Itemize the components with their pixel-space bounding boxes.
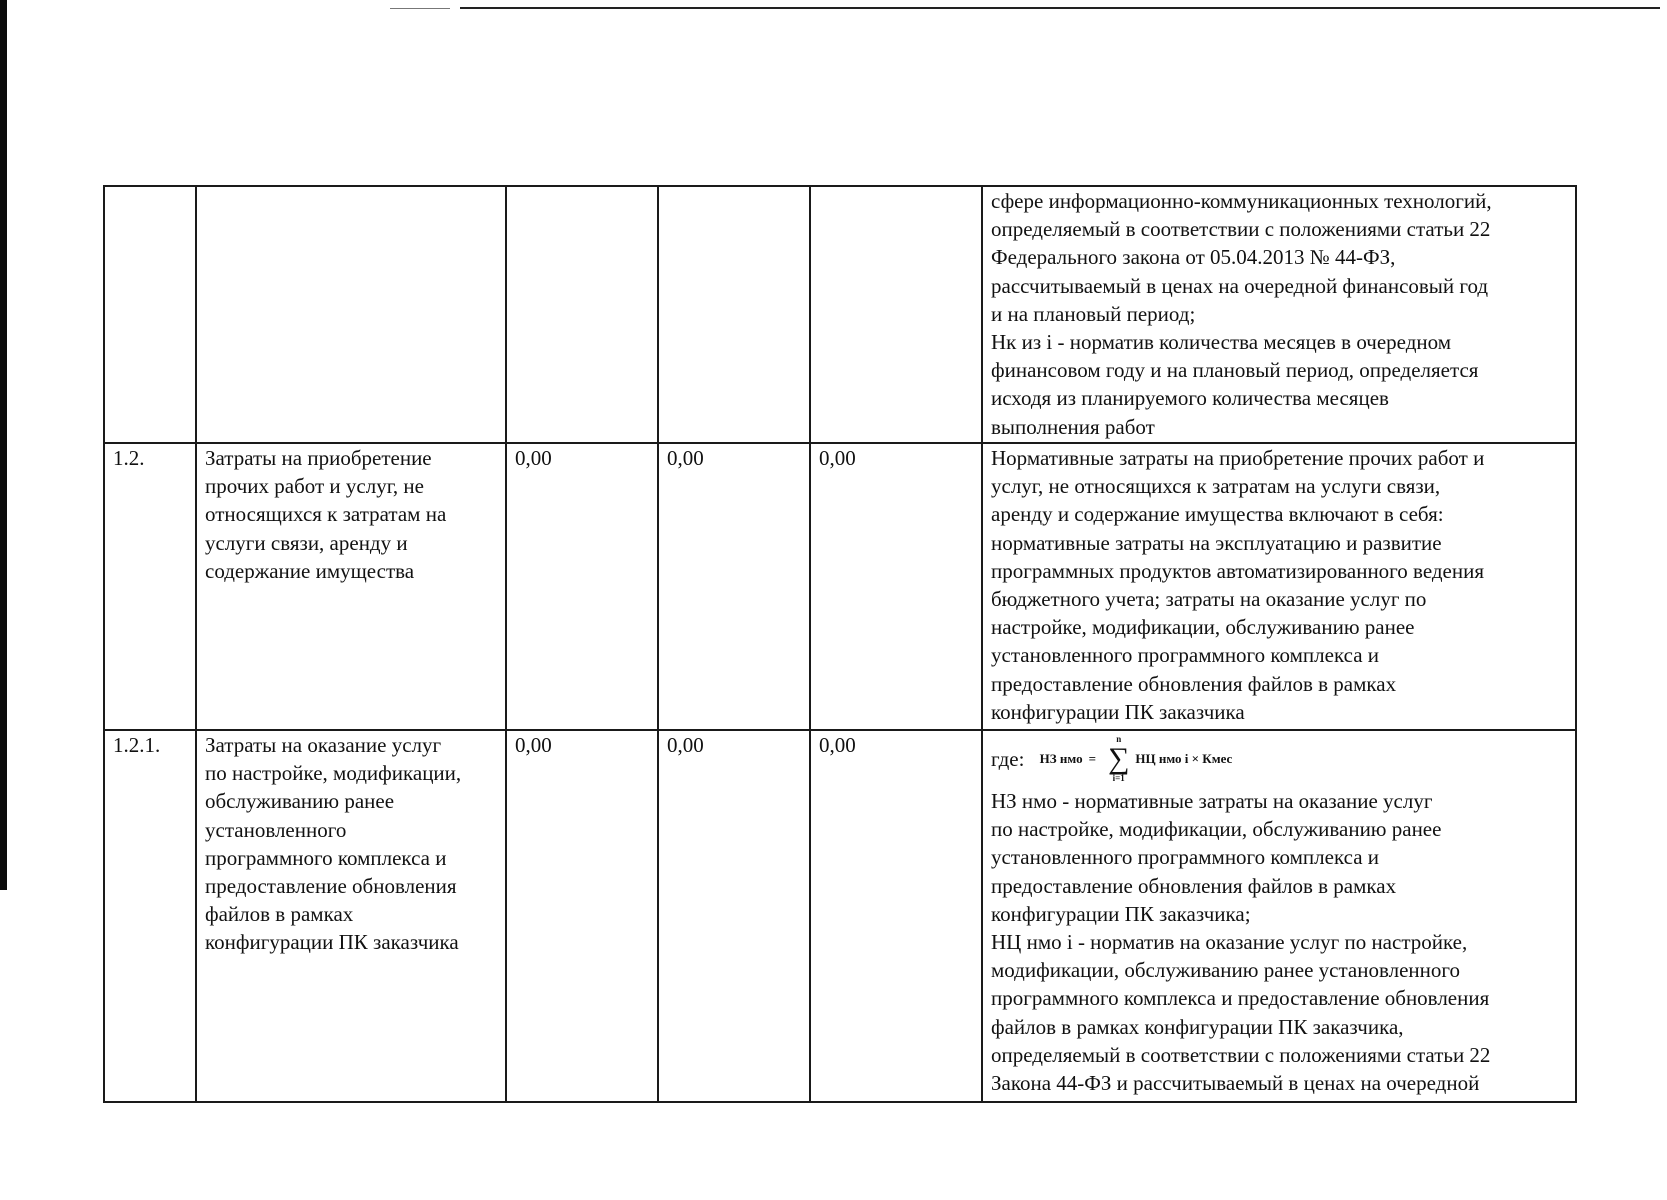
cell-number — [104, 186, 196, 443]
desc-line: модификации, обслуживанию ранее установленного — [991, 958, 1460, 983]
cell-description — [982, 443, 1576, 730]
name-line: услуги связи, аренду и — [205, 530, 408, 555]
cell-value-3 — [810, 186, 982, 443]
desc-line: и на плановый период; — [991, 301, 1196, 326]
desc-line: определяемый в соответствии с положениями статьи 22 — [991, 217, 1491, 242]
name-line: установленного — [205, 817, 347, 842]
table-row-1-2 — [104, 443, 1576, 730]
cell-number: 1.2.1. — [104, 730, 196, 1102]
table-row-1-2-1 — [104, 730, 1576, 1102]
desc-line: файлов в рамках конфигурации ПК заказчика, — [991, 1014, 1404, 1039]
scan-top-line — [460, 7, 1660, 9]
desc-line: Нормативные затраты на приобретение прочих работ и — [991, 446, 1485, 470]
desc-line: конфигурации ПК заказчика — [991, 699, 1245, 724]
cell-value-1 — [506, 186, 658, 443]
formula-line — [991, 731, 1567, 787]
desc-line: бюджетного учета; затраты на оказание услуг по — [991, 587, 1427, 612]
cell-value-3: 0,00 — [810, 443, 982, 730]
name-line: файлов в рамках — [205, 902, 354, 927]
cell-description — [982, 730, 1576, 1102]
name-line: Затраты на приобретение — [205, 446, 432, 470]
cell-value-2 — [658, 186, 810, 443]
name-line: по настройке, модификации, — [205, 761, 462, 786]
desc-line: установленного программного комплекса и — [991, 845, 1380, 870]
desc-line: программных продуктов автоматизированного ведения — [991, 558, 1484, 583]
name-line: предоставление обновления — [205, 874, 457, 899]
desc-line: установленного программного комплекса и — [991, 643, 1380, 668]
name-line: обслуживанию ранее — [205, 789, 395, 814]
cell-name — [196, 443, 506, 730]
desc-line: определяемый в соответствии с положениями статьи 22 — [991, 1042, 1491, 1067]
cell-number: 1.2. — [104, 443, 196, 730]
desc-line: выполнения работ — [991, 414, 1155, 439]
cell-value-2: 0,00 — [658, 730, 810, 1102]
desc-line: сфере информационно-коммуникационных технологий, — [991, 189, 1492, 213]
sigma-glyph: ∑ — [1108, 742, 1130, 775]
cell-description — [982, 186, 1576, 443]
formula-equals: = — [1088, 750, 1096, 766]
name-line: относящихся к затратам на — [205, 502, 447, 527]
scan-edge-bar — [0, 0, 7, 890]
desc-line: НЦ нмо i - норматив на оказание услуг по настройке, — [991, 930, 1468, 955]
desc-line: Федерального закона от 05.04.2013 № 44-ФЗ, — [991, 245, 1396, 270]
where-label: где: — [991, 746, 1025, 771]
name-line: содержание имущества — [205, 558, 415, 583]
desc-line: конфигурации ПК заказчика; — [991, 901, 1251, 926]
name-line: программного комплекса и — [205, 845, 447, 870]
formula-lhs: НЗ нмо — [1039, 750, 1083, 766]
cost-norms-table — [103, 185, 1577, 1103]
cell-name — [196, 186, 506, 443]
desc-line: предоставление обновления файлов в рамках — [991, 671, 1397, 696]
desc-line: исходя из планируемого количества месяцев — [991, 386, 1389, 411]
sum-lower-limit: i=1 — [1112, 773, 1125, 783]
scan-artifact-line — [390, 8, 450, 9]
sum-symbol — [1108, 735, 1129, 783]
desc-line: программного комплекса и предоставление обновления — [991, 986, 1490, 1011]
cell-name — [196, 730, 506, 1102]
desc-line: рассчитываемый в ценах на очередной финансовый год — [991, 273, 1489, 298]
name-line: прочих работ и услуг, не — [205, 474, 424, 499]
name-line: Затраты на оказание услуг — [205, 733, 442, 757]
desc-line: Закона 44-ФЗ и рассчитываемый в ценах на очередной — [991, 1071, 1480, 1096]
cell-value-2: 0,00 — [658, 443, 810, 730]
cell-value-1: 0,00 — [506, 730, 658, 1102]
sum-upper-limit: n — [1116, 734, 1122, 744]
cell-value-1: 0,00 — [506, 443, 658, 730]
desc-line: предоставление обновления файлов в рамках — [991, 873, 1397, 898]
desc-line: Нк из i - норматив количества месяцев в очередном — [991, 330, 1452, 355]
desc-line: НЗ нмо - нормативные затраты на оказание услуг — [991, 789, 1433, 813]
desc-line: настройке, модификации, обслуживанию ранее — [991, 615, 1415, 640]
desc-line: нормативные затраты на эксплуатацию и развитие — [991, 530, 1442, 555]
table-row-continued — [104, 186, 1576, 443]
cost-formula — [1040, 731, 1233, 787]
desc-line: по настройке, модификации, обслуживанию ранее — [991, 817, 1442, 842]
desc-line: финансовом году и на плановый период, определяется — [991, 358, 1479, 383]
cell-value-3: 0,00 — [810, 730, 982, 1102]
desc-line: аренду и содержание имущества включают в себя: — [991, 502, 1444, 527]
desc-line: услуг, не относящихся к затратам на услуги связи, — [991, 474, 1441, 499]
name-line: конфигурации ПК заказчика — [205, 930, 459, 955]
formula-rhs: НЦ нмо i × Кмес — [1135, 750, 1233, 766]
